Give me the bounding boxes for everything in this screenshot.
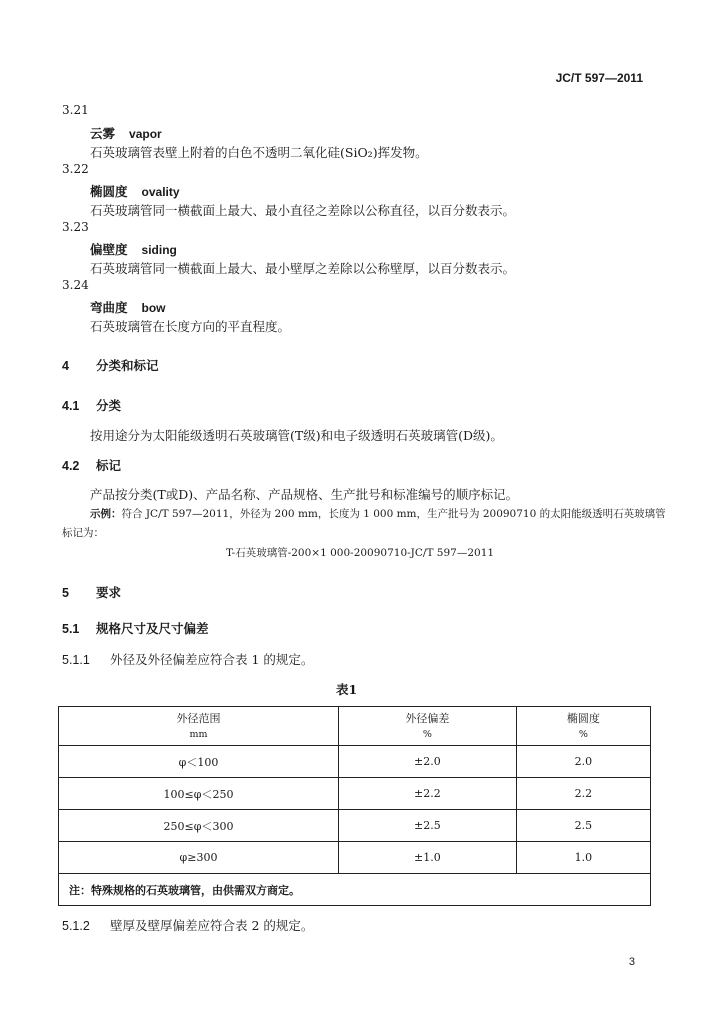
table-note-row	[59, 874, 651, 906]
term-title	[90, 298, 166, 316]
term-title	[90, 240, 177, 258]
table-cell: ±2.0	[339, 746, 517, 778]
subsection-heading	[62, 396, 121, 414]
term-en: ovality	[141, 185, 180, 199]
table-cell: φ＜100	[59, 746, 339, 778]
table-caption: 表1	[336, 682, 358, 697]
table-cell: 250≤φ＜300	[59, 810, 339, 842]
term-en: siding	[141, 243, 177, 257]
header-cell	[516, 707, 650, 746]
example-text: 符合 JC/T 597—2011，外径为 200 mm，长度为 1 000 mm，生产批号为 20090710 的太阳能级透明石英玻璃管	[121, 508, 666, 520]
document-header: JC/T 597—2011	[555, 71, 643, 85]
header-cell	[59, 707, 339, 746]
section-title: 标记	[96, 458, 122, 473]
section-number: 5	[62, 586, 69, 600]
term-definition: 石英玻璃管同一横截面上最大、最小直径之差除以公称直径，以百分数表示。	[90, 203, 516, 218]
table-cell: 2.0	[516, 746, 650, 778]
term-en: bow	[141, 301, 166, 315]
example-line-continued: 标记为：	[62, 527, 104, 539]
section-title: 分类	[96, 398, 122, 413]
section-title: 要求	[96, 585, 122, 600]
section-number: 4.2	[62, 459, 80, 473]
table-note: 注：特殊规格的石英玻璃管，由供需双方商定。	[59, 874, 651, 906]
section-number: 5.1	[62, 622, 80, 636]
section-number: 4.1	[62, 399, 80, 413]
term-number: 3.24	[62, 278, 89, 292]
term-zh: 椭圆度	[90, 184, 128, 199]
paragraph: 按用途分为太阳能级透明石英玻璃管(T级)和电子级透明石英玻璃管(D级)。	[90, 428, 503, 443]
table-header-row	[59, 707, 651, 746]
clause-line	[62, 650, 313, 668]
clause-number: 5.1.1	[62, 653, 90, 667]
table-cell: φ≥300	[59, 842, 339, 874]
term-definition: 石英玻璃管在长度方向的平直程度。	[90, 319, 291, 334]
example-line	[90, 506, 666, 521]
clause-text: 外径及外径偏差应符合表 1 的规定。	[110, 652, 314, 667]
table-row	[59, 842, 651, 874]
example-label: 示例：	[90, 508, 122, 520]
paragraph: 产品按分类(T或D)、产品名称、产品规格、生产批号和标准编号的顺序标记。	[90, 487, 519, 502]
table-cell: ±2.2	[339, 778, 517, 810]
clause-line	[62, 916, 313, 934]
page-number: 3	[628, 956, 635, 968]
marking-example: T-石英玻璃管-200×1 000-20090710-JC/T 597—2011	[226, 547, 495, 559]
term-zh: 偏壁度	[90, 242, 128, 257]
clause-text: 壁厚及壁厚偏差应符合表 2 的规定。	[110, 918, 314, 933]
header-label: 外径偏差	[405, 711, 450, 725]
table-cell: 1.0	[516, 842, 650, 874]
section-heading	[62, 583, 121, 601]
term-title	[90, 124, 162, 142]
subsection-heading	[62, 456, 121, 474]
section-title: 分类和标记	[96, 358, 159, 373]
table-cell: 2.2	[516, 778, 650, 810]
section-number: 4	[62, 359, 69, 373]
term-number: 3.21	[62, 103, 89, 117]
header-unit: mm	[189, 728, 208, 740]
table-cell: 2.5	[516, 810, 650, 842]
section-title: 规格尺寸及尺寸偏差	[96, 621, 209, 636]
term-en: vapor	[129, 127, 162, 141]
subsection-heading	[62, 619, 209, 637]
table-cell: 100≤φ＜250	[59, 778, 339, 810]
term-zh: 弯曲度	[90, 300, 128, 315]
table-cell: ±1.0	[339, 842, 517, 874]
table-cell: ±2.5	[339, 810, 517, 842]
clause-number: 5.1.2	[62, 919, 90, 933]
header-unit: %	[422, 728, 432, 740]
table-row	[59, 778, 651, 810]
table-row	[59, 810, 651, 842]
table-row	[59, 746, 651, 778]
header-unit: %	[578, 728, 588, 740]
header-label: 椭圆度	[566, 711, 600, 725]
term-number: 3.22	[62, 162, 89, 176]
header-cell	[339, 707, 517, 746]
term-zh: 云雾	[90, 126, 116, 141]
term-definition: 石英玻璃管表壁上附着的白色不透明二氧化硅(SiO₂)挥发物。	[90, 145, 428, 160]
section-heading	[62, 356, 159, 374]
term-definition: 石英玻璃管同一横截面上最大、最小壁厚之差除以公称壁厚，以百分数表示。	[90, 261, 516, 276]
table-outer-diameter	[58, 706, 651, 906]
term-title	[90, 182, 180, 200]
term-number: 3.23	[62, 220, 89, 234]
header-label: 外径范围	[176, 711, 221, 725]
